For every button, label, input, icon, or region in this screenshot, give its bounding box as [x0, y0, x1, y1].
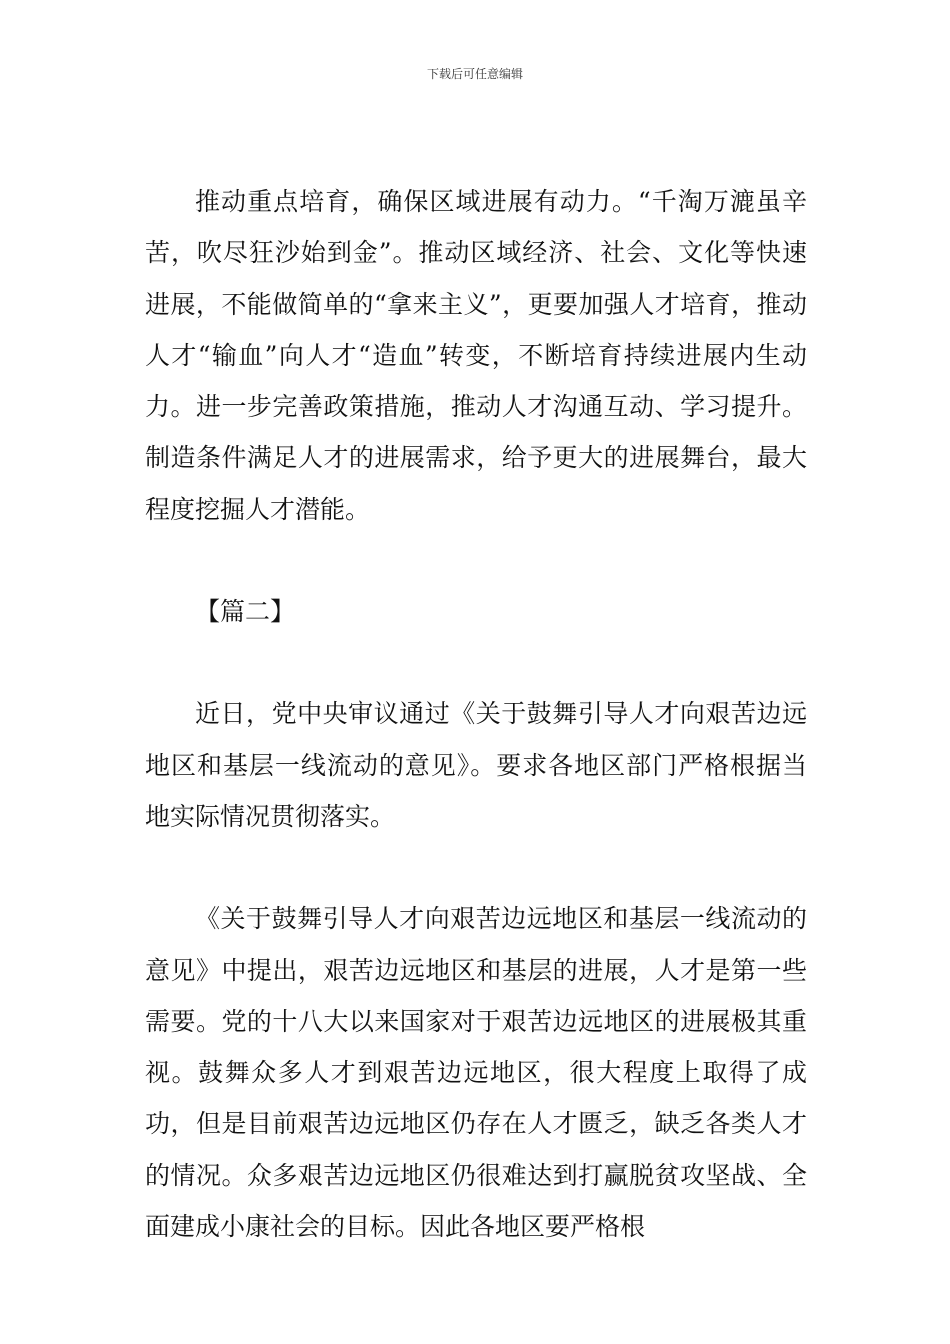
- body-paragraph-2: 近日，党中央审议通过《关于鼓舞引导人才向艰苦边远地区和基层一线流动的意见》。要求各地区部门严格根据当地实际情况贯彻落实。: [145, 699, 807, 831]
- section-heading: 【篇二】: [195, 597, 296, 627]
- body-paragraph-1: 推动重点培育，确保区域进展有动力。“千淘万漉虽辛苦，吹尽狂沙始到金”。推动区域经济、社会、文化等快速进展，不能做简单的“拿来主义”，更要加强人才培育，推动人才“输血”向人才“造血”转变，不断培育持续进展内生动力。进一步完善政策措施，推动人才沟通互动、学习提升。制造条件满足人才的进展需求，给予更大的进展舞台，最大程度挖掘人才潜能。: [145, 187, 807, 524]
- document-body: [145, 176, 807, 1252]
- page-header-note: 下载后可任意编辑: [426, 67, 523, 81]
- body-paragraph-3: 《关于鼓舞引导人才向艰苦边远地区和基层一线流动的意见》中提出，艰苦边远地区和基层的进展，人才是第一些需要。党的十八大以来国家对于艰苦边远地区的进展极其重视。鼓舞众多人才到艰苦边远地区，很大程度上取得了成功，但是目前艰苦边远地区仍存在人才匮乏，缺乏各类人才的情况。众多艰苦边远地区仍很难达到打赢脱贫攻坚战、全面建成小康社会的目标。因此各地区要严格根: [145, 904, 807, 1242]
